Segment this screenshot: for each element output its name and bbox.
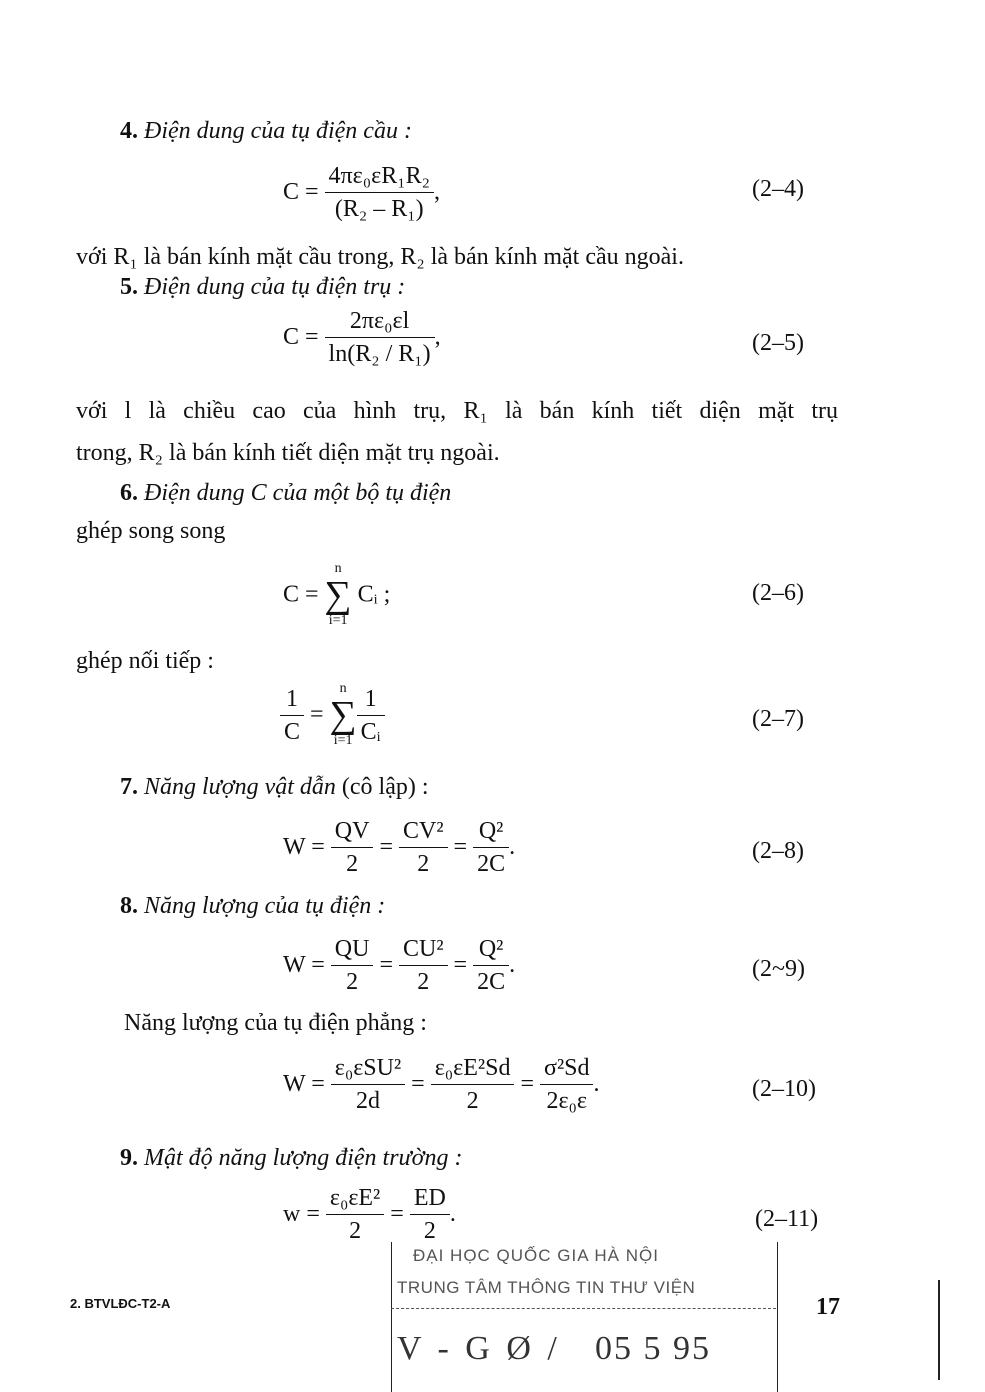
fraction-numerator: CV²: [399, 815, 448, 848]
fraction-numerator: 4πε₀εR₁R₂: [325, 160, 434, 193]
stamp-line-1: ĐẠI HỌC QUỐC GIA HÀ NỘI: [413, 1246, 659, 1265]
formula-2-6: [283, 560, 390, 630]
section-7-heading: [120, 774, 429, 801]
fraction-denominator: 2d: [355, 1088, 380, 1114]
section-title: Mật độ năng lượng điện trường :: [144, 1145, 463, 1171]
fraction-denominator: 2: [417, 969, 430, 995]
formula-2-4: [283, 160, 440, 225]
fraction-denominator: 2: [346, 851, 359, 877]
fraction-denominator: 2ε₀ε: [546, 1088, 587, 1114]
formula-fraction-2: [399, 933, 448, 998]
section-title: Điện dung của tụ điện trụ :: [144, 274, 406, 300]
fraction-numerator: ε₀εSU²: [331, 1052, 405, 1085]
equation-number-2-11: (2–11): [755, 1206, 819, 1232]
fraction-denominator: Cᵢ: [360, 718, 381, 745]
fraction-denominator: 2: [346, 969, 359, 995]
formula-fraction-3: [473, 815, 509, 880]
fraction-denominator: (R₂ – R₁): [334, 196, 424, 222]
section-number: 6.: [120, 480, 138, 506]
formula-fraction-1: [331, 933, 374, 998]
equation-number-2-10: (2–10): [752, 1076, 816, 1102]
formula-2-9: [283, 933, 515, 998]
fraction-denominator: 2C: [477, 969, 506, 995]
parallel-label: ghép song song: [76, 518, 226, 544]
fraction-denominator: 2C: [477, 851, 506, 877]
sum-lower-limit: i=1: [333, 733, 353, 748]
plate-energy-label: Năng lượng của tụ điện phẳng :: [124, 1010, 427, 1036]
formula-body: Cᵢ ;: [357, 581, 391, 608]
formula-fraction-2: [399, 815, 448, 880]
section-5-heading: [120, 274, 405, 301]
fraction-denominator: 2: [466, 1088, 479, 1114]
stamp-code: V - G Ø /: [397, 1330, 561, 1367]
formula-2-7: [280, 680, 385, 750]
section-title: Điện dung C của một bộ tụ điện: [144, 480, 452, 506]
fraction-numerator: Q²: [473, 933, 509, 966]
fraction-numerator: 1: [280, 683, 304, 716]
fraction-numerator: Q²: [473, 815, 509, 848]
series-label: ghép nối tiếp :: [76, 648, 214, 674]
fraction-numerator: ED: [410, 1182, 450, 1215]
formula-fraction-2: [431, 1052, 515, 1117]
section-9-heading: [120, 1145, 462, 1172]
fraction-numerator: ε₀εE²: [326, 1182, 384, 1215]
sum-upper-limit: n: [339, 681, 347, 696]
formula-tail: .: [509, 952, 516, 978]
sum-upper-limit: n: [334, 561, 342, 576]
equals-sign: =: [453, 834, 468, 860]
fraction-numerator: CU²: [399, 933, 448, 966]
formula-lhs: C =: [283, 179, 319, 205]
formula-lhs: W =: [283, 1071, 325, 1097]
equals-sign: =: [453, 952, 468, 978]
section-title: Điện dung của tụ điện cầu :: [144, 118, 412, 144]
formula-lhs: W =: [283, 952, 325, 978]
equals-sign: =: [520, 1071, 534, 1097]
equation-number-2-5: (2–5): [752, 330, 804, 356]
section-number: 9.: [120, 1145, 138, 1171]
section-number: 4.: [120, 118, 138, 144]
margin-line: [938, 1280, 940, 1380]
formula-2-5: [283, 305, 441, 370]
stamp-line-2: TRUNG TÂM THÔNG TIN THƯ VIỆN: [397, 1278, 696, 1297]
fraction-numerator: σ²Sd: [540, 1052, 593, 1085]
formula-tail: ,: [434, 324, 441, 350]
formula-lhs: C =: [283, 324, 319, 350]
equation-number-2-6: (2–6): [752, 580, 804, 606]
formula-lhs: w =: [283, 1201, 320, 1227]
fraction-numerator: QU: [331, 933, 374, 966]
formula-fraction-3: [540, 1052, 593, 1117]
equals-sign: =: [379, 834, 393, 860]
formula-fraction-1: [331, 1052, 405, 1117]
formula-fraction-3: [473, 933, 509, 998]
sigma-symbol: ∑: [324, 574, 352, 616]
fraction-numerator: ε₀εE²Sd: [431, 1052, 515, 1085]
footer-label: 2. BTVLĐC-T2-A: [70, 1296, 171, 1311]
section-number: 7.: [120, 774, 138, 800]
equals-sign: =: [411, 1071, 425, 1097]
summation: [325, 560, 352, 630]
formula-2-8: [283, 815, 515, 880]
section-number: 5.: [120, 274, 138, 300]
equals-sign: =: [390, 1201, 404, 1227]
formula-2-10: [283, 1052, 599, 1117]
equals-sign: =: [310, 701, 324, 728]
stamp-number: 05 5 95: [595, 1330, 711, 1367]
formula-tail: ,: [433, 179, 440, 205]
formula-lhs-fraction: [280, 683, 304, 748]
fraction-denominator: 2: [417, 851, 430, 877]
stamp-separator: [391, 1308, 776, 1309]
formula-fraction-1: [331, 815, 374, 880]
summation: [330, 680, 357, 750]
section-suffix: (cô lập) :: [341, 774, 429, 800]
page-number: 17: [816, 1294, 840, 1320]
section-8-heading: [120, 893, 385, 920]
formula-fraction: [357, 683, 385, 748]
sum-lower-limit: i=1: [328, 613, 348, 628]
equation-number-2-9: (2~9): [752, 956, 805, 982]
library-stamp: [385, 1236, 780, 1391]
section-title: Năng lượng vật dẫn: [144, 774, 336, 800]
formula-lhs: C =: [283, 581, 319, 608]
formula-tail: .: [509, 834, 516, 860]
paragraph-after-2-5-line2: trong, R₂ là bán kính tiết diện mặt trụ ngoài.: [76, 440, 500, 466]
paragraph-after-2-4: với R₁ là bán kính mặt cầu trong, R₂ là bán kính mặt cầu ngoài.: [76, 244, 684, 270]
equation-number-2-8: (2–8): [752, 838, 804, 864]
formula-fraction: [325, 305, 435, 370]
formula-fraction: [325, 160, 434, 225]
fraction-denominator: 2: [423, 1218, 436, 1244]
equals-sign: =: [379, 952, 393, 978]
formula-tail: .: [449, 1201, 456, 1227]
fraction-denominator: ln(R₂ / R₁): [328, 341, 431, 367]
section-title: Năng lượng của tụ điện :: [144, 893, 386, 919]
section-4-heading: [120, 118, 412, 145]
equation-number-2-7: (2–7): [752, 706, 804, 732]
fraction-numerator: QV: [331, 815, 374, 848]
section-6-heading: [120, 480, 451, 507]
paragraph-after-2-5-line1: với l là chiều cao của hình trụ, R₁ là bán kính tiết diện mặt trụ: [76, 398, 838, 424]
section-number: 8.: [120, 893, 138, 919]
formula-fraction-1: [326, 1182, 384, 1247]
fraction-numerator: 1: [357, 683, 385, 716]
fraction-denominator: C: [284, 718, 301, 745]
fraction-numerator: 2πε₀εl: [325, 305, 435, 338]
sigma-symbol: ∑: [329, 694, 357, 736]
fraction-denominator: 2: [349, 1218, 362, 1244]
equation-number-2-4: (2–4): [752, 176, 804, 202]
formula-tail: .: [593, 1071, 600, 1097]
formula-lhs: W =: [283, 834, 325, 860]
